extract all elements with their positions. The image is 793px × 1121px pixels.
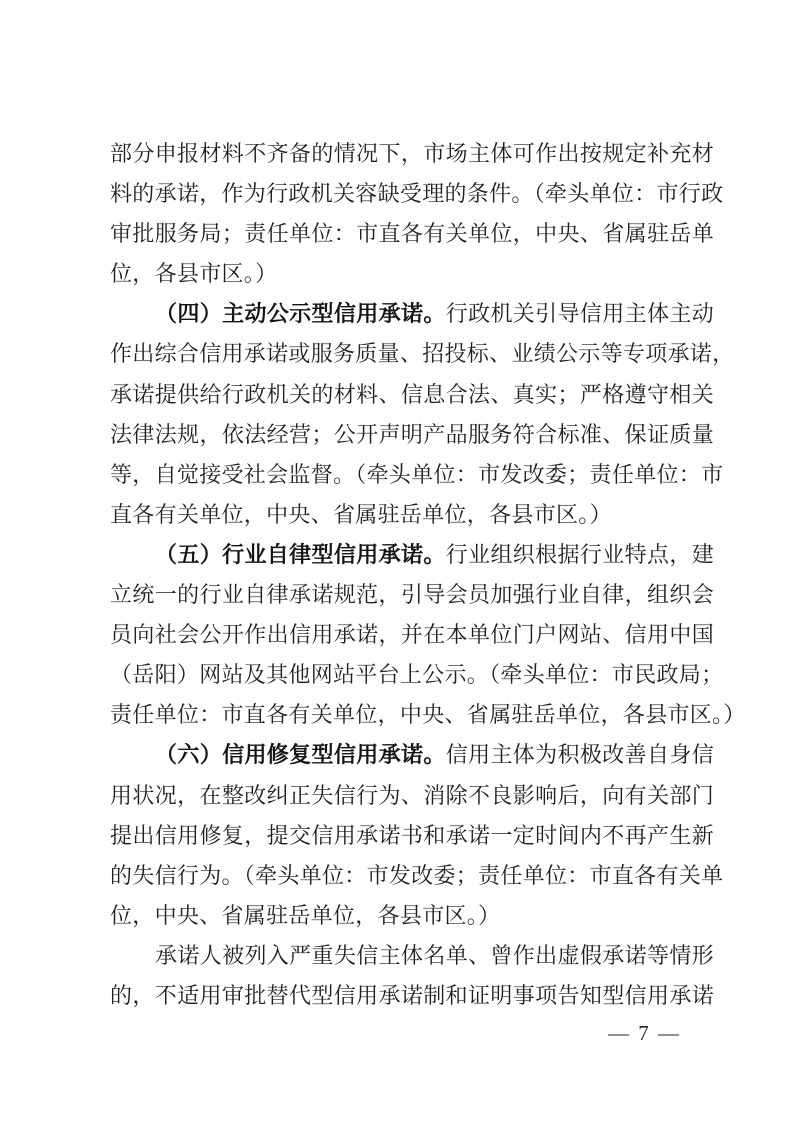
body-text: 员向社会公开作出信用承诺，并在本单位门户网站、信用中国 bbox=[110, 622, 714, 648]
text-line bbox=[110, 535, 714, 575]
text-line bbox=[110, 134, 714, 174]
page-number: — 7 — bbox=[608, 1021, 681, 1045]
text-line bbox=[110, 415, 714, 455]
text-line bbox=[110, 896, 714, 936]
document-body bbox=[110, 134, 746, 1016]
text-line bbox=[110, 776, 714, 816]
text-line bbox=[110, 976, 714, 1016]
text-line bbox=[110, 495, 714, 535]
text-line bbox=[110, 655, 724, 695]
text-line bbox=[110, 294, 714, 334]
body-text: 行政机关引导信用主体主动 bbox=[445, 301, 714, 327]
body-text: 部分申报材料不齐备的情况下，市场主体可作出按规定补充材 bbox=[110, 141, 714, 166]
body-text: 等，自觉接受社会监督。（牵头单位：市发改委；责任单位：市 bbox=[110, 461, 724, 487]
text-line bbox=[110, 254, 714, 294]
body-text: 承诺提供给行政机关的材料、信息合法、真实；严格遵守相关 bbox=[110, 381, 714, 407]
body-text: 的，不适用审批替代型信用承诺制和证明事项告知型信用承诺 bbox=[110, 982, 714, 1008]
body-text: 提出信用修复，提交信用承诺书和承诺一定时间内不再产生新 bbox=[110, 822, 714, 848]
section-heading: （四）主动公示型信用承诺。 bbox=[155, 301, 446, 327]
body-text: 责任单位：市直各有关单位，中央、省属驻岳单位，各县市区。） bbox=[110, 702, 746, 728]
text-line bbox=[110, 575, 714, 615]
body-text: 法律法规，依法经营；公开声明产品服务符合标准、保证质量 bbox=[110, 421, 714, 447]
text-line bbox=[110, 455, 724, 495]
body-text: 用状况，在整改纠正失信行为、消除不良影响后，向有关部门 bbox=[110, 782, 714, 808]
text-line bbox=[110, 214, 714, 254]
text-line bbox=[110, 735, 714, 775]
body-text: 立统一的行业自律承诺规范，引导会员加强行业自律，组织会 bbox=[110, 582, 714, 608]
body-text: 位，中央、省属驻岳单位，各县市区。） bbox=[110, 902, 501, 928]
text-line bbox=[110, 174, 724, 214]
body-text: 承诺人被列入严重失信主体名单、曾作出虚假承诺等情形 bbox=[155, 942, 714, 968]
text-line bbox=[110, 936, 714, 976]
text-line bbox=[110, 816, 714, 856]
body-text: 料的承诺，作为行政机关容缺受理的条件。（牵头单位：市行政 bbox=[110, 181, 724, 207]
section-heading: （五）行业自律型信用承诺。 bbox=[155, 541, 446, 567]
text-line bbox=[110, 375, 714, 415]
body-text: 位，各县市区。） bbox=[110, 261, 278, 287]
text-line bbox=[110, 334, 735, 374]
body-text: 的失信行为。（牵头单位：市发改委；责任单位：市直各有关单 bbox=[110, 862, 724, 888]
text-line bbox=[110, 695, 746, 735]
body-text: 审批服务局；责任单位：市直各有关单位，中央、省属驻岳单 bbox=[110, 221, 714, 247]
section-heading: （六）信用修复型信用承诺。 bbox=[155, 742, 446, 768]
text-line bbox=[110, 615, 714, 655]
body-text: 信用主体为积极改善自身信 bbox=[445, 742, 714, 768]
body-text: 作出综合信用承诺或服务质量、招投标、业绩公示等专项承诺， bbox=[110, 341, 735, 367]
text-line bbox=[110, 856, 724, 896]
body-text: 直各有关单位，中央、省属驻岳单位，各县市区。） bbox=[110, 501, 612, 527]
body-text: 行业组织根据行业特点，建 bbox=[445, 541, 714, 567]
body-text: （岳阳）网站及其他网站平台上公示。（牵头单位：市民政局； bbox=[110, 662, 724, 688]
